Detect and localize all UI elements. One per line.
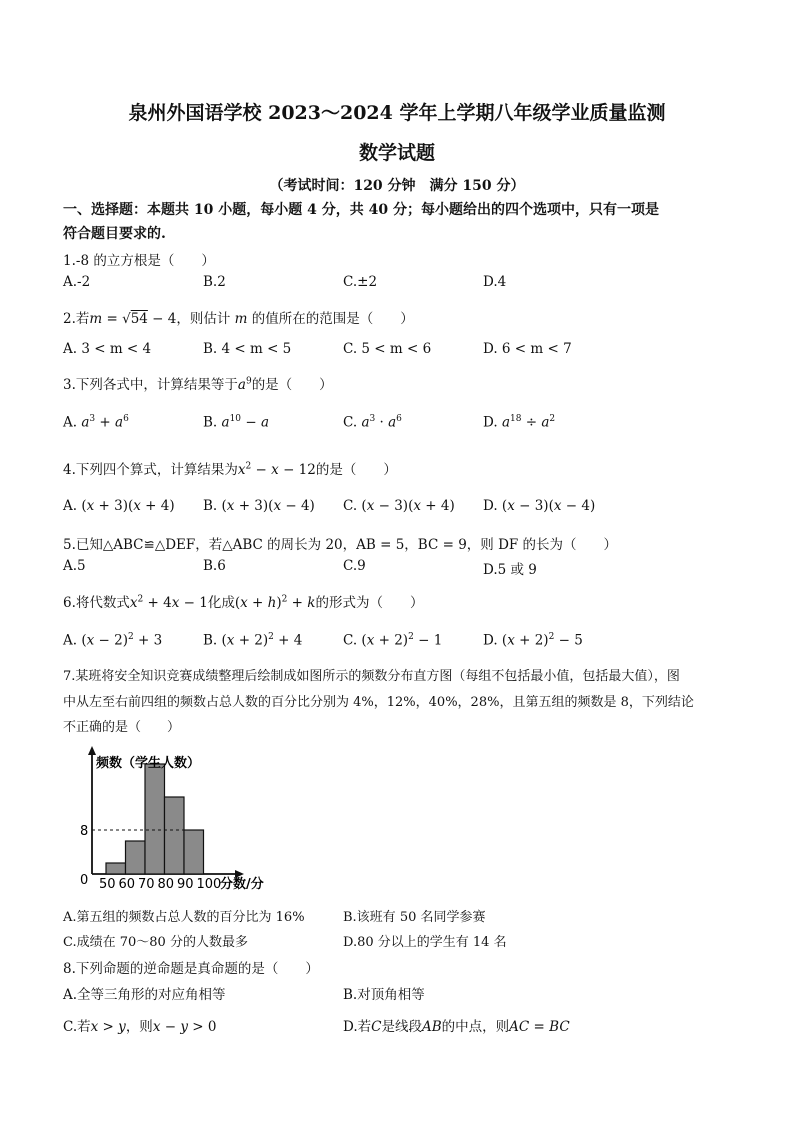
q8-d-mid: 是线段 xyxy=(381,1019,422,1035)
q2-stem-post: 的值所在的范围是（ ） xyxy=(251,311,414,327)
question-3-stem: 3.下列各式中，计算结果等于$a^9$的是（ ） xyxy=(63,376,333,393)
question-7-line1: 7.某班将安全知识竞赛成绩整理后绘制成如图所示的频数分布直方图（每组不包括最小值，包括最大值），图 xyxy=(63,669,680,684)
q6-option-b: B. $(x + 2)^2 + 4$ xyxy=(203,632,303,649)
q2-expr: m = √54 − 4 xyxy=(89,311,177,327)
question-7-line3: 不正确的是（ ） xyxy=(63,720,181,735)
q8-d-pre: D.若 xyxy=(343,1019,372,1035)
q6-option-d: D. $(x + 2)^2 - 5$ xyxy=(483,632,583,649)
x-tick-label: 60 xyxy=(118,877,136,892)
q6-option-c: C. $(x + 2)^2 - 1$ xyxy=(343,632,443,649)
section-heading-line1: 一、选择题：本题共 10 小题，每小题 4 分，共 40 分；每小题给出的四个选项中，只有一项是 xyxy=(63,202,659,218)
q5-option-a: A.5 xyxy=(63,558,86,574)
q7-option-d: D.80 分以上的学生有 14 名 xyxy=(343,935,507,950)
histogram-bar xyxy=(126,841,146,874)
origin-label: 0 xyxy=(80,873,89,888)
question-4-stem: 4.下列四个算式，计算结果为$x^2 - x - 12$的是（ ） xyxy=(63,461,397,478)
q2-stem-pre: 2.若 xyxy=(63,311,90,327)
question-8-stem: 8.下列命题的逆命题是真命题的是（ ） xyxy=(63,961,319,977)
q1-option-d: D.4 xyxy=(483,274,507,290)
q8-option-d: D.若C是线段AB的中点，则AC = BC xyxy=(343,1019,570,1035)
histogram-bar xyxy=(145,764,165,874)
q7-option-a: A.第五组的频数占总人数的百分比为 16% xyxy=(63,910,305,925)
exam-subtitle: 数学试题 xyxy=(358,142,435,164)
y-axis-arrow xyxy=(88,746,96,755)
q8-c-mid: ，则 xyxy=(125,1019,153,1035)
x-tick-label: 100 xyxy=(196,877,222,892)
q2-stem-mid: ，则估计 xyxy=(176,311,231,327)
q4-option-b: B. (x + 3)(x − 4) xyxy=(203,498,315,514)
q4-option-c: C. (x − 3)(x + 4) xyxy=(343,498,455,514)
q5-option-b: B.6 xyxy=(203,558,226,574)
x-axis-label: 分数/分 xyxy=(220,877,264,892)
histogram-bar xyxy=(165,797,185,874)
x-tick-label: 50 xyxy=(99,877,116,892)
x-tick-label: 90 xyxy=(177,877,194,892)
q1-option-b: B.2 xyxy=(203,274,226,290)
q3-option-a: A. $a^3 + a^6$ xyxy=(63,414,129,431)
x-tick-label: 80 xyxy=(157,877,175,892)
question-6-stem: 6.将代数式$x^2 + 4x - 1$化成$(x + h)^2 + k$的形式为（ ） xyxy=(63,594,424,611)
q8-option-c: C.若x > y，则x − y > 0 xyxy=(63,1019,217,1035)
question-7-line2: 中从左至右前四组的频数占总人数的百分比分别为 4%，12%，40%，28%，且第五组的频数是 8，下列结论 xyxy=(63,695,694,710)
section-heading-line2: 符合题目要求的. xyxy=(63,226,166,242)
q2-option-b: B. 4 < m < 5 xyxy=(203,341,292,357)
exam-info: （考试时间：120 分钟 满分 150 分） xyxy=(269,178,525,194)
y-axis-label: 频数（学生人数） xyxy=(96,756,201,771)
q5-option-d: D.5 或 9 xyxy=(483,562,537,578)
q4-stem-post: 的是（ ） xyxy=(315,462,397,478)
q7-option-b: B.该班有 50 名同学参赛 xyxy=(343,910,486,925)
q8-option-a: A.全等三角形的对应角相等 xyxy=(63,987,226,1003)
x-tick-label: 70 xyxy=(138,877,155,892)
q2-option-a: A. 3 < m < 4 xyxy=(63,341,152,357)
q8-option-b: B.对顶角相等 xyxy=(343,987,425,1003)
q2-option-c: C. 5 < m < 6 xyxy=(343,341,432,357)
question-2-stem: 2.若m = √54 − 4，则估计 m 的值所在的范围是（ ） xyxy=(63,311,414,327)
frequency-histogram xyxy=(70,742,290,892)
q1-option-c: C.±2 xyxy=(343,274,378,290)
y-tick-label: 8 xyxy=(80,824,89,839)
q3-stem-pre: 3.下列各式中，计算结果等于 xyxy=(63,377,238,393)
q6-stem-mid: 化成 xyxy=(207,595,235,611)
q5-option-c: C.9 xyxy=(343,558,366,574)
q2-option-d: D. 6 < m < 7 xyxy=(483,341,572,357)
histogram-bar xyxy=(184,830,204,874)
q3-option-c: C. $a^3 \cdot a^6$ xyxy=(343,414,402,431)
q4-stem-pre: 4.下列四个算式，计算结果为 xyxy=(63,462,238,478)
question-1-stem: 1.-8 的立方根是（ ） xyxy=(63,253,215,269)
q8-d-mid2: 的中点，则 xyxy=(441,1019,510,1035)
question-5-stem: 5.已知△ABC≌△DEF，若△ABC 的周长为 20，AB = 5，BC = 9，则 DF 的长为（ ） xyxy=(63,537,618,553)
q6-stem-post: 的形式为（ ） xyxy=(315,595,424,611)
q6-option-a: A. $(x - 2)^2 + 3$ xyxy=(63,632,163,649)
q4-option-d: D. (x − 3)(x − 4) xyxy=(483,498,596,514)
q1-option-a: A.-2 xyxy=(63,274,91,290)
q8-c-pre: C.若 xyxy=(63,1019,91,1035)
q3-option-d: D. $a^{18} \div a^2$ xyxy=(483,414,556,431)
q3-stem-post: 的是（ ） xyxy=(251,377,333,393)
q4-option-a: A. (x + 3)(x + 4) xyxy=(63,498,175,514)
q6-stem-pre: 6.将代数式 xyxy=(63,595,130,611)
q7-option-c: C.成绩在 70～80 分的人数最多 xyxy=(63,935,248,950)
q3-option-b: B. $a^{10} - a$ xyxy=(203,414,269,431)
histogram-bar xyxy=(106,863,126,874)
exam-title: 泉州外国语学校 2023～2024 学年上学期八年级学业质量监测 xyxy=(128,102,666,124)
